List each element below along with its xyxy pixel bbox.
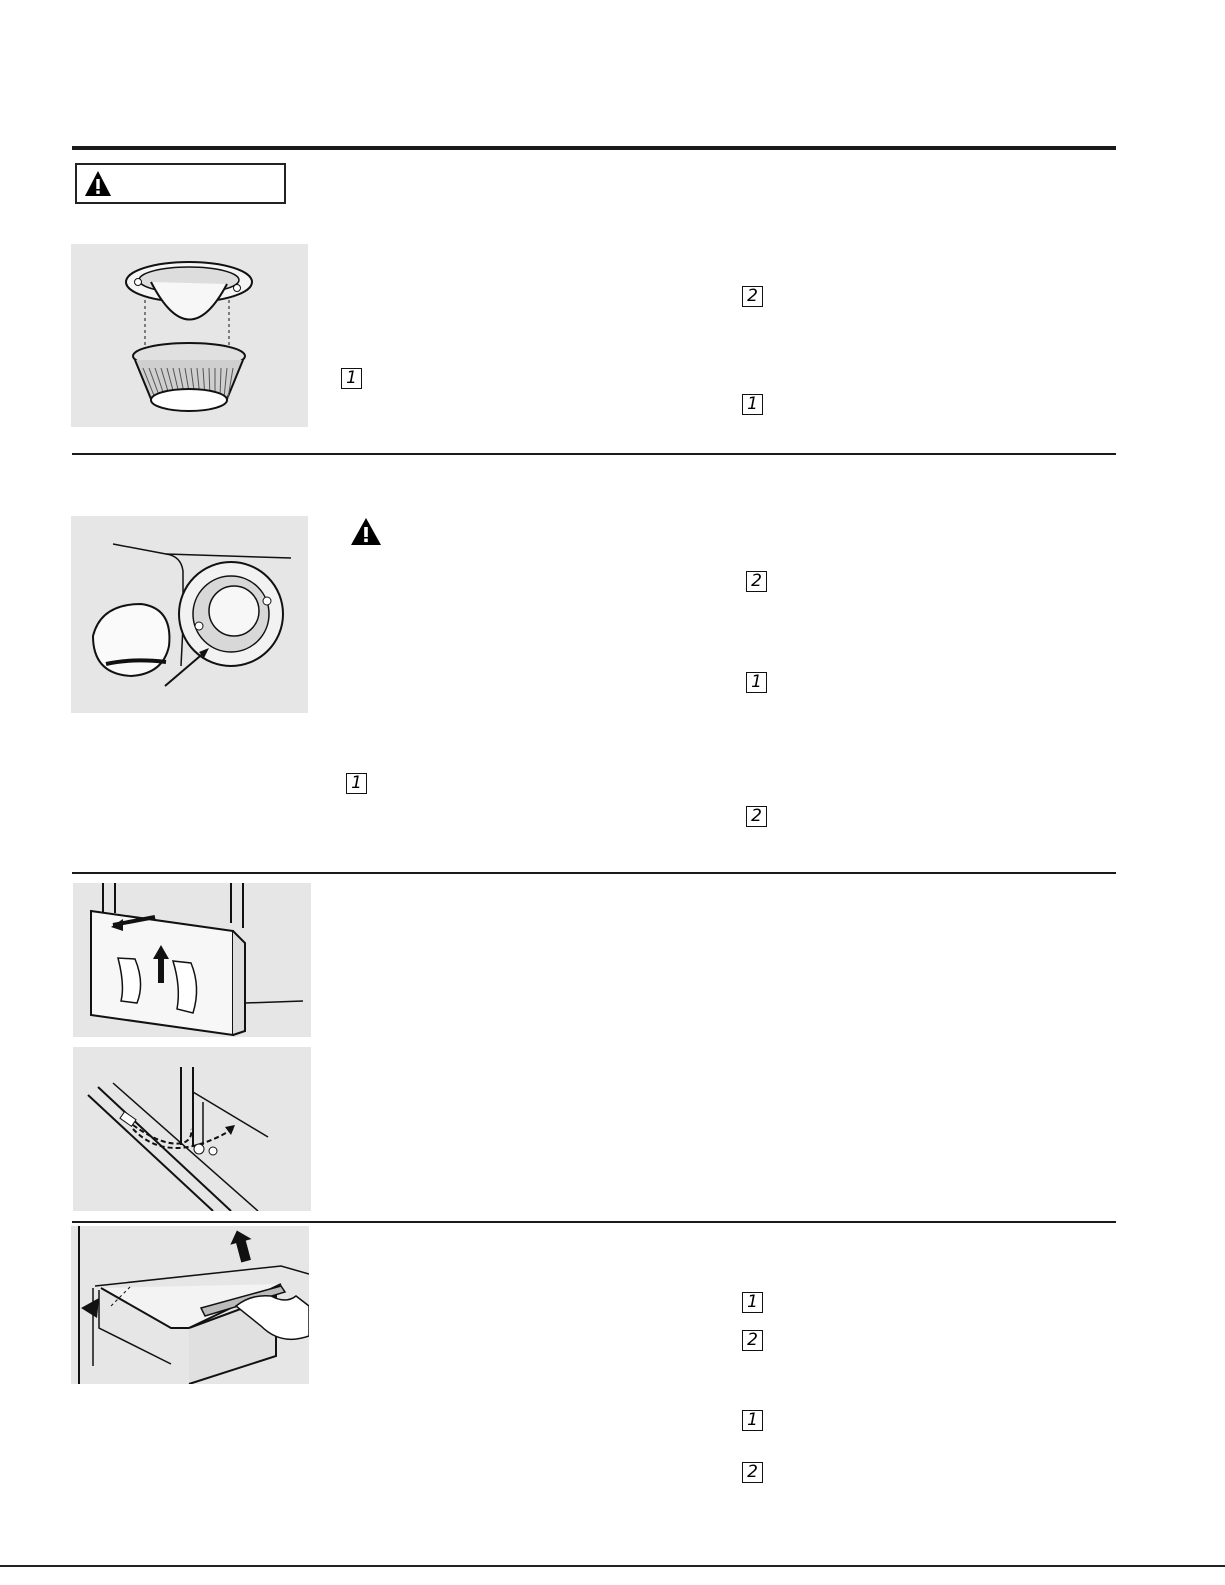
- drawer-lift-illustration: [73, 883, 311, 1037]
- light-cover-illustration: [71, 244, 308, 427]
- step-marker-2: 2: [746, 571, 767, 592]
- step-marker-2: 2: [742, 1462, 763, 1483]
- warning-label-box: [75, 163, 286, 204]
- warning-triangle-icon: [83, 169, 113, 199]
- step-marker-1: 1: [742, 1410, 763, 1431]
- light-shield-illustration: [71, 516, 308, 713]
- page-bottom-rule: [0, 1565, 1225, 1567]
- top-divider: [72, 146, 1116, 150]
- step-marker-2: 2: [742, 1330, 763, 1351]
- step-marker-1: 1: [742, 1292, 763, 1313]
- step-marker-1: 1: [341, 368, 362, 389]
- section-divider: [72, 453, 1116, 455]
- drawer-pull-illustration: [71, 1226, 309, 1384]
- step-marker-1: 1: [746, 672, 767, 693]
- step-marker-1: 1: [742, 394, 763, 415]
- section-divider: [72, 872, 1116, 874]
- warning-triangle-icon: [349, 516, 383, 548]
- drawer-rail-illustration: [73, 1047, 311, 1211]
- section-divider: [72, 1221, 1116, 1223]
- step-marker-2: 2: [742, 286, 763, 307]
- step-marker-2: 2: [746, 806, 767, 827]
- step-marker-1: 1: [346, 773, 367, 794]
